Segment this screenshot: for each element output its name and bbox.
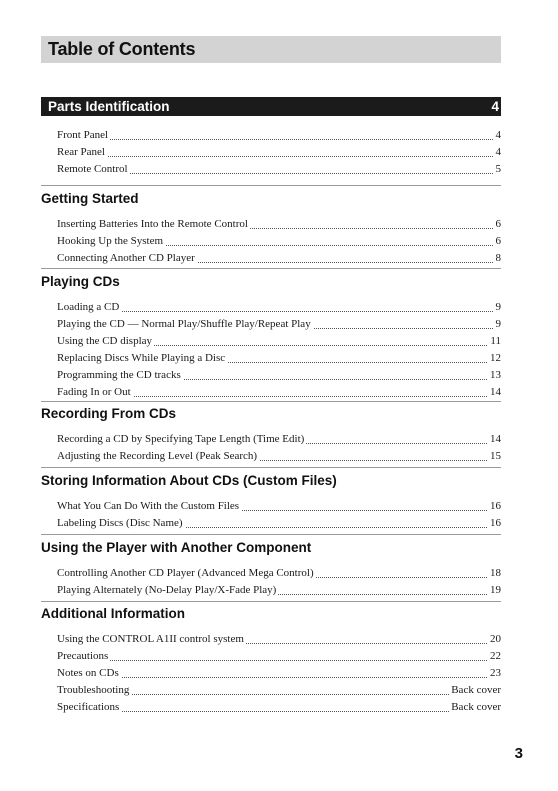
toc-entry[interactable] [57, 431, 501, 448]
toc-entry-title: Loading a CD [57, 299, 121, 316]
toc-section-recording-from-cds [41, 405, 501, 465]
section-heading-label: Storing Information About CDs (Custom Files) [41, 473, 337, 488]
toc-entry[interactable] [57, 565, 501, 582]
toc-entry-title: Using the CD display [57, 333, 154, 350]
toc-entry-page: 22 [488, 648, 501, 665]
toc-entry-title: Notes on CDs [57, 665, 121, 682]
toc-entry[interactable] [57, 233, 501, 250]
toc-entry[interactable] [57, 631, 501, 648]
toc-entry[interactable] [57, 333, 501, 350]
toc-title-bar [41, 36, 501, 63]
toc-entry-page: 4 [494, 127, 502, 144]
section-heading[interactable] [41, 405, 501, 424]
section-heading[interactable] [41, 97, 501, 116]
toc-entry[interactable] [57, 682, 501, 699]
section-divider [41, 467, 501, 468]
section-divider [41, 401, 501, 402]
toc-entry[interactable] [57, 582, 501, 599]
toc-entry[interactable] [57, 665, 501, 682]
toc-entry-page: 15 [488, 448, 501, 465]
toc-entry-title: Front Panel [57, 127, 110, 144]
toc-entry[interactable] [57, 448, 501, 465]
toc-entry-title: Using the CONTROL A1II control system [57, 631, 246, 648]
toc-entry-title: Labeling Discs (Disc Name) [57, 515, 185, 532]
toc-entry-title: Recording a CD by Specifying Tape Length (Time Edit) [57, 431, 306, 448]
toc-entry-page: 20 [488, 631, 501, 648]
dot-leader [57, 659, 501, 661]
dot-leader [57, 310, 501, 312]
toc-entry[interactable] [57, 515, 501, 532]
toc-entry-page: 6 [494, 216, 502, 233]
page-number: 3 [514, 745, 523, 762]
toc-entry-title: Inserting Batteries Into the Remote Control [57, 216, 250, 233]
toc-entry[interactable] [57, 384, 501, 401]
toc-entry-page: 18 [488, 565, 501, 582]
toc-entry[interactable] [57, 498, 501, 515]
toc-entry-page: 16 [488, 515, 501, 532]
toc-entry-page: Back cover [449, 699, 501, 716]
toc-entry-page: 9 [494, 299, 502, 316]
section-heading-label: Parts Identification [48, 99, 170, 114]
toc-entry-page: 9 [494, 316, 502, 333]
toc-entry-page: 8 [494, 250, 502, 267]
dot-leader [57, 155, 501, 157]
dot-leader [57, 138, 501, 140]
toc-entry-title: Precautions [57, 648, 110, 665]
toc-entry-page: 6 [494, 233, 502, 250]
toc-entry-title: Specifications [57, 699, 121, 716]
toc-entry-title: Playing the CD — Normal Play/Shuffle Play/Repeat Play [57, 316, 313, 333]
section-divider [41, 268, 501, 269]
toc-entry[interactable] [57, 144, 501, 161]
toc-section-additional-information [41, 605, 501, 716]
toc-entry-page: 13 [488, 367, 501, 384]
section-divider [41, 534, 501, 535]
page-title: Table of Contents [48, 39, 196, 59]
toc-entry[interactable] [57, 161, 501, 178]
toc-entry-title: Fading In or Out [57, 384, 133, 401]
toc-entry-page: Back cover [449, 682, 501, 699]
toc-entry-page: 19 [488, 582, 501, 599]
toc-entry-title: Rear Panel [57, 144, 107, 161]
section-heading[interactable] [41, 539, 501, 558]
section-heading-label: Using the Player with Another Component [41, 540, 312, 555]
toc-entry[interactable] [57, 699, 501, 716]
section-divider [41, 601, 501, 602]
toc-entry[interactable] [57, 350, 501, 367]
section-heading[interactable] [41, 273, 501, 292]
toc-entry-page: 23 [488, 665, 501, 682]
toc-entry-title: Replacing Discs While Playing a Disc [57, 350, 227, 367]
toc-entry-title: Programming the CD tracks [57, 367, 183, 384]
section-heading-label: Additional Information [41, 606, 185, 621]
toc-entry[interactable] [57, 127, 501, 144]
toc-entry[interactable] [57, 316, 501, 333]
section-divider [41, 185, 501, 186]
toc-entry-page: 16 [488, 498, 501, 515]
toc-entry[interactable] [57, 299, 501, 316]
section-heading-label: Playing CDs [41, 274, 120, 289]
toc-entry-page: 12 [488, 350, 501, 367]
toc-entry[interactable] [57, 648, 501, 665]
toc-section-parts-identification [41, 97, 501, 178]
toc-entry[interactable] [57, 367, 501, 384]
toc-entry-page: 14 [488, 431, 501, 448]
dot-leader [57, 676, 501, 678]
toc-section-playing-cds [41, 273, 501, 401]
toc-entry-title: Remote Control [57, 161, 130, 178]
toc-entry-title: Connecting Another CD Player [57, 250, 197, 267]
toc-entry-page: 5 [494, 161, 502, 178]
toc-entry-title: Adjusting the Recording Level (Peak Search) [57, 448, 259, 465]
toc-entry-title: What You Can Do With the Custom Files [57, 498, 241, 515]
toc-entry-page: 11 [488, 333, 501, 350]
section-heading[interactable] [41, 472, 501, 491]
section-heading-page: 4 [491, 99, 499, 114]
section-heading-label: Recording From CDs [41, 406, 177, 421]
section-heading[interactable] [41, 605, 501, 624]
dot-leader [57, 710, 501, 712]
toc-section-getting-started [41, 190, 501, 267]
toc-section-another-component [41, 539, 501, 599]
toc-entry-title: Hooking Up the System [57, 233, 165, 250]
section-heading[interactable] [41, 190, 501, 209]
toc-entry-title: Playing Alternately (No-Delay Play/X-Fade Play) [57, 582, 278, 599]
toc-entry-page: 4 [494, 144, 502, 161]
toc-entry[interactable] [57, 216, 501, 233]
section-heading-label: Getting Started [41, 191, 139, 206]
toc-entry[interactable] [57, 250, 501, 267]
toc-section-storing-information [41, 472, 501, 532]
toc-entry-title: Controlling Another CD Player (Advanced Mega Control) [57, 565, 316, 582]
toc-entry-page: 14 [488, 384, 501, 401]
toc-entry-title: Troubleshooting [57, 682, 131, 699]
